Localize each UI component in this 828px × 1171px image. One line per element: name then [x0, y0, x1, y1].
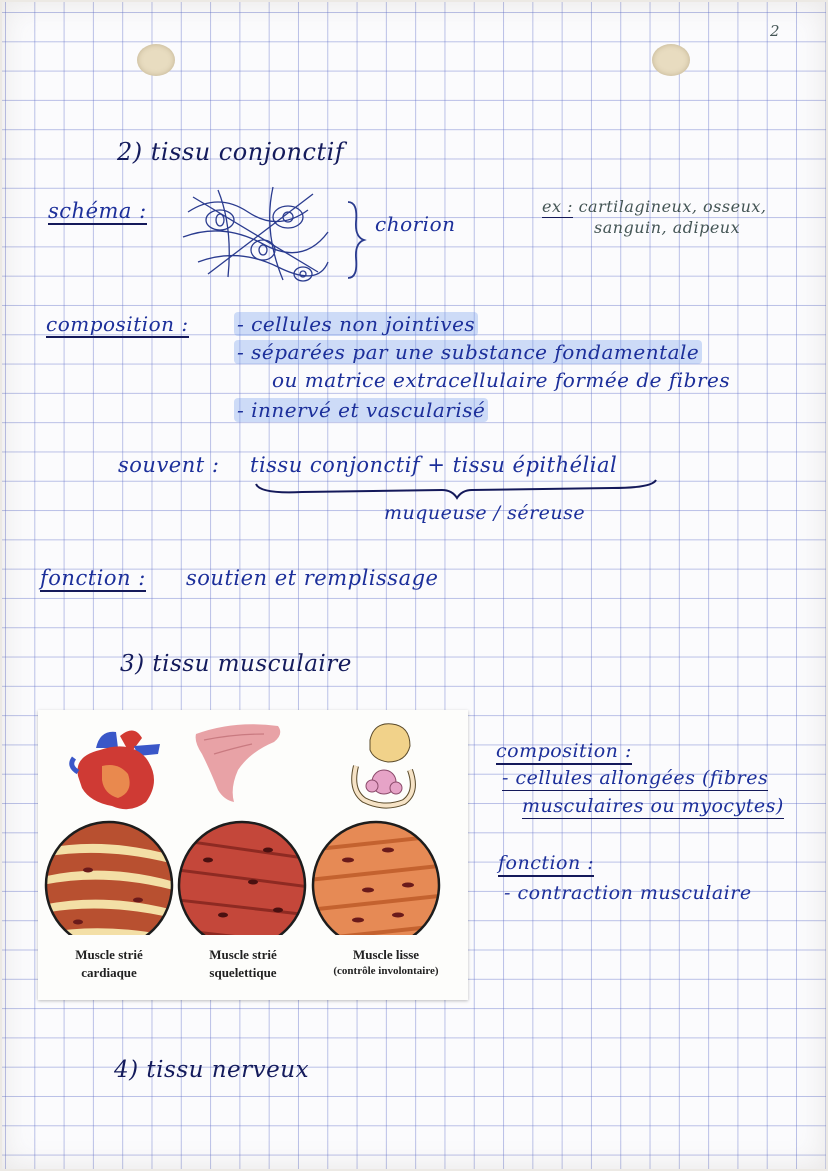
souvent-text: tissu conjonctif + tissu épithélial: [250, 453, 618, 477]
section-4-title: 4) tissu nerveux: [114, 1057, 310, 1083]
caption-smooth: [308, 946, 464, 978]
schema-label: schéma :: [48, 200, 147, 225]
muscle-composition-label: composition :: [496, 742, 632, 765]
composition-item-3: [234, 400, 488, 421]
section-2-title: [117, 140, 344, 165]
souvent-brace: [252, 478, 662, 500]
page-number: 2: [770, 22, 781, 40]
muscle-function-text: - contraction musculaire: [504, 882, 752, 904]
chorion-label: chorion: [375, 212, 456, 236]
muscle-composition-line-2: [522, 797, 784, 817]
caption-skeletal: [188, 946, 298, 981]
function-text: soutien et remplissage: [186, 566, 439, 590]
muqueuse-text: muqueuse / séreuse: [384, 502, 586, 524]
stomach-intestine-icon: [354, 724, 413, 806]
heart-icon: [72, 730, 160, 809]
souvent-label: souvent :: [118, 453, 220, 477]
composition-item-2-text: - séparées par une substance fondamentale: [234, 340, 702, 364]
muscle-composition-line-2-text: musculaires ou myocytes): [522, 795, 784, 817]
muscle-types-figure: [38, 710, 468, 1000]
caption-skeletal-line-2: squelettique: [209, 964, 277, 980]
composition-item-1-text: - cellules non jointives: [234, 312, 478, 336]
caption-cardiac-line-1: Muscle strié: [75, 947, 143, 962]
muscle-composition-line-1: [502, 769, 768, 789]
muscle-function-label: fonction :: [498, 854, 594, 877]
caption-cardiac-line-2: cardiaque: [81, 964, 137, 980]
connective-tissue-sketch: [178, 182, 378, 287]
caption-skeletal-line-1: Muscle strié: [209, 947, 277, 962]
smooth-muscle-micrograph: [308, 810, 458, 935]
examples-line-1: [542, 199, 766, 216]
section-2-title-text: 2) tissu conjonctif: [117, 138, 345, 166]
caption-cardiac: [54, 946, 164, 981]
cardiac-muscle-micrograph: [38, 810, 188, 935]
skeletal-muscle-icon: [196, 724, 281, 802]
binder-hole-right: [652, 44, 690, 76]
binder-hole-left: [137, 44, 175, 76]
muscle-illustrations: [38, 710, 468, 935]
notebook-page: [2, 2, 826, 1169]
muscle-composition-line-1-text: - cellules allongées (fibres: [502, 767, 769, 789]
composition-item-2b: ou matrice extracellulaire formée de fibres: [272, 368, 731, 392]
caption-smooth-line-1: Muscle lisse: [352, 947, 420, 962]
caption-smooth-line-2: (contrôle involontaire): [333, 964, 439, 977]
composition-item-3-text: - innervé et vascularisé: [234, 398, 488, 422]
composition-label: composition :: [46, 312, 189, 336]
examples-prefix: ex :: [542, 197, 573, 216]
examples-text-1: cartilagineux, osseux,: [578, 197, 767, 216]
composition-item-1: [234, 314, 478, 335]
examples-line-2: sanguin, adipeux: [594, 218, 741, 237]
function-label: fonction :: [40, 567, 146, 592]
section-3-title: 3) tissu musculaire: [120, 651, 352, 677]
composition-item-2: [234, 342, 702, 363]
